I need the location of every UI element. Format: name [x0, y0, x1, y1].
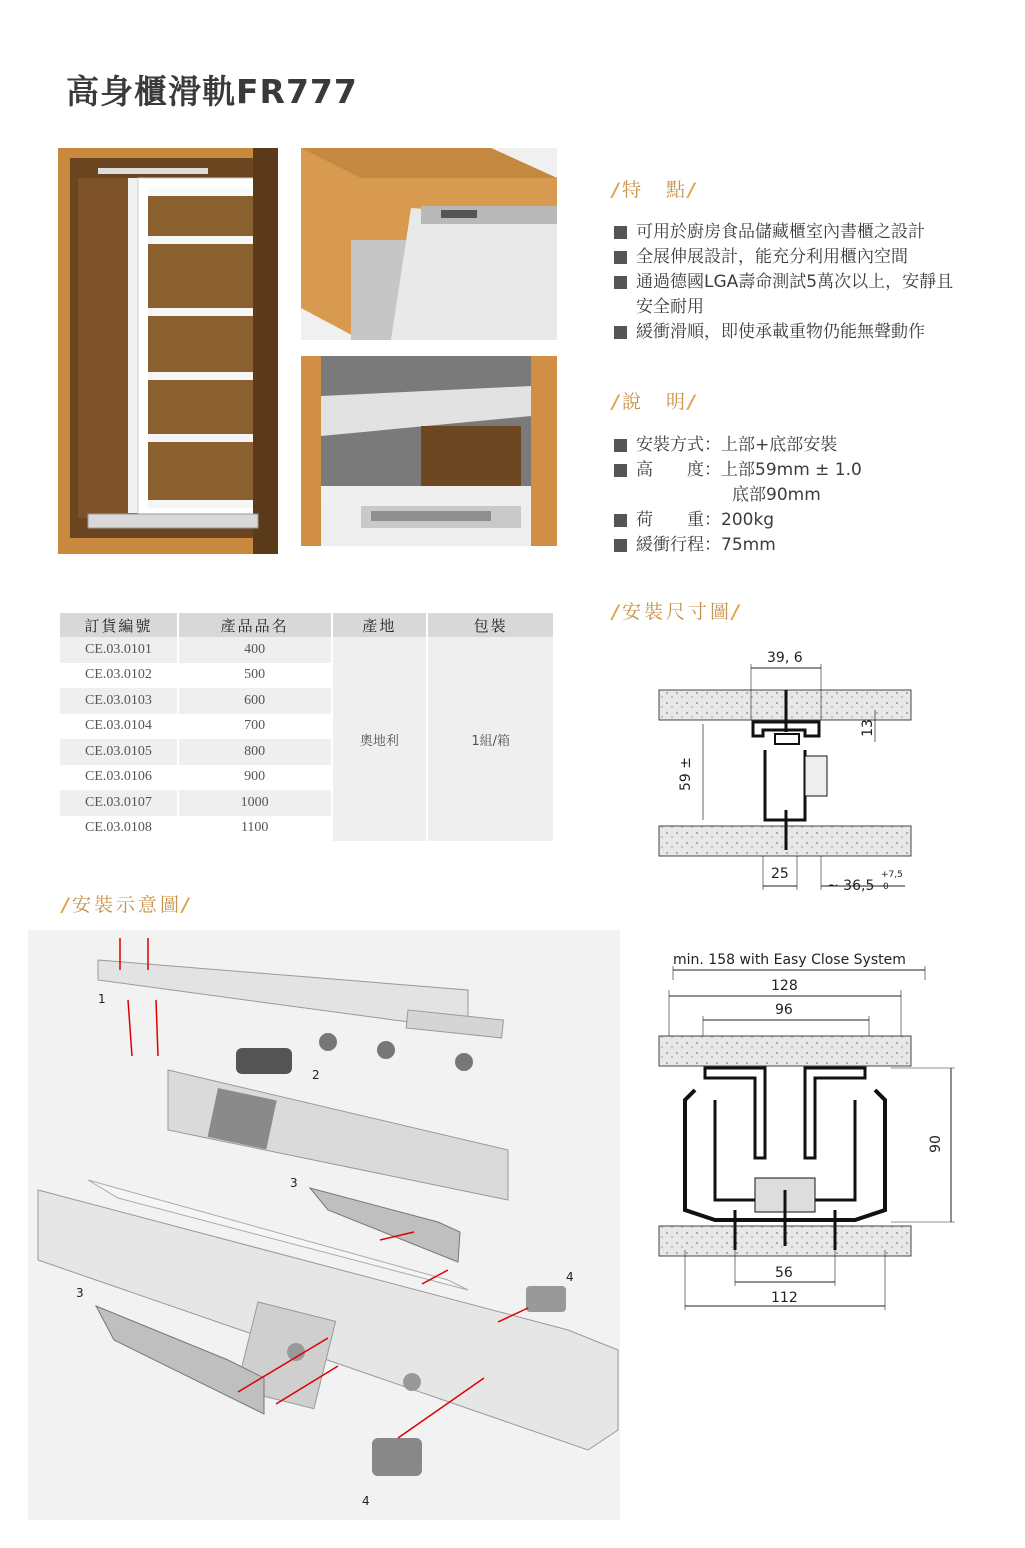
col-header-order-no: 訂貨編號 — [60, 613, 178, 637]
spec-item: 荷 重：200kg — [614, 508, 1014, 533]
feature-item: 通過德國LGA壽命測試5萬次以上，安靜且 — [614, 270, 1014, 295]
dim-gap-label: 13 — [859, 719, 876, 737]
page-title: 高身櫃滑軌FR777 — [66, 72, 358, 111]
feature-item-continued: 安全耐用 — [636, 297, 704, 317]
feature-item: 全展伸展設計，能充分利用櫃內空間 — [614, 245, 1014, 270]
dimension-diagram-heading: /安裝尺寸圖/ — [612, 601, 742, 623]
dim-width-label: 39, 6 — [767, 650, 803, 666]
features-heading: /特 點/ — [612, 179, 698, 201]
tall-cabinet-photo — [58, 148, 278, 554]
spec-item-continued: 底部90mm — [732, 485, 821, 505]
table-row: CE.03.0101 400 奧地利 1組/箱 — [60, 637, 554, 663]
bottom-dimension-drawing — [655, 950, 955, 1315]
dim-90-label: 90 — [927, 1135, 944, 1153]
description-heading: /說 明/ — [612, 391, 698, 413]
part-label-4b: 4 — [362, 1494, 370, 1508]
dim-height-label: 59 ± — [678, 757, 694, 791]
min-width-caption: min. 158 with Easy Close System — [673, 952, 906, 968]
table-row: CE.03.0103 600 — [60, 688, 554, 714]
table-row: CE.03.0108 1100 — [60, 816, 554, 842]
top-dimension-drawing — [655, 650, 915, 900]
order-table — [60, 613, 555, 841]
part-label-2: 2 — [312, 1068, 320, 1082]
table-row: CE.03.0102 500 — [60, 663, 554, 689]
install-diagram-heading: /安裝示意圖/ — [62, 894, 192, 916]
spec-item: 緩衝行程：75mm — [614, 533, 1014, 558]
spec-item: 安裝方式：上部+底部安裝 — [614, 433, 1014, 458]
feature-item: 可用於廚房食品儲藏櫃室內書櫃之設計 — [614, 220, 1014, 245]
spec-item: 高 度：上部59mm ± 1.0 — [614, 458, 1014, 483]
col-header-packing: 包裝 — [427, 613, 554, 637]
dim-tolerance-zero: 0 — [883, 882, 889, 892]
dim-56-label: 56 — [775, 1265, 793, 1281]
part-label-1: 1 — [98, 992, 106, 1006]
install-exploded-diagram — [28, 930, 620, 1520]
origin-cell: 奧地利 — [332, 637, 428, 841]
col-header-origin: 產地 — [332, 613, 428, 637]
dim-base-label: 25 — [771, 866, 789, 882]
dim-depth-label: ~ 36,5 — [827, 878, 875, 894]
features-list — [614, 220, 1014, 345]
drawer-bottom-photo — [301, 356, 557, 546]
col-header-product: 產品品名 — [178, 613, 332, 637]
feature-item: 緩衝滑順，即使承載重物仍能無聲動作 — [614, 320, 1014, 345]
description-list — [614, 433, 1014, 558]
dim-tolerance-plus: +7,5 — [881, 870, 903, 880]
table-row: CE.03.0107 1000 — [60, 790, 554, 816]
table-row: CE.03.0106 900 — [60, 765, 554, 791]
part-label-4a: 4 — [566, 1270, 574, 1284]
table-row: CE.03.0104 700 — [60, 714, 554, 740]
table-row: CE.03.0105 800 — [60, 739, 554, 765]
dim-112-label: 112 — [771, 1290, 798, 1306]
drawer-open-photo — [301, 148, 557, 340]
dim-128-label: 128 — [771, 978, 798, 994]
dim-96-label: 96 — [775, 1002, 793, 1018]
part-label-3b: 3 — [76, 1286, 84, 1300]
packing-cell: 1組/箱 — [427, 637, 554, 841]
part-label-3a: 3 — [290, 1176, 298, 1190]
